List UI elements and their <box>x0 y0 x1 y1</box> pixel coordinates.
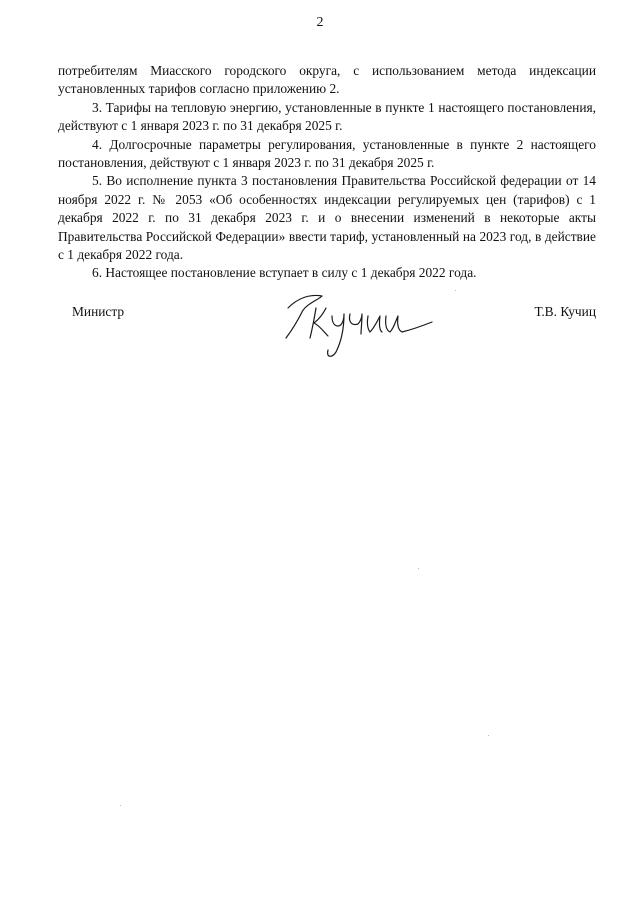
scan-speck <box>455 290 456 291</box>
page-number: 2 <box>316 15 324 30</box>
scan-speck <box>418 568 419 569</box>
signature-block <box>58 300 596 370</box>
paragraph-item-5: 5. Во исполнение пункта 3 постановления Правительства Российской федерации от 14 ноября 2022 г. № 2053 «Об особенностях индексации регулируемых цен (тарифов) с 1 декабря 2022 г. по 31 декабря 2023 г. и о внесении изменений в некоторые акты Правительства Российской Федерации» ввести тариф, установленный на 2023 год, в действие с 1 декабря 2022 года. <box>58 173 596 263</box>
scan-speck <box>488 735 489 736</box>
signatory-title: Министр <box>72 304 125 319</box>
handwritten-signature <box>276 286 436 364</box>
document-body <box>58 62 596 283</box>
signatory-name: Т.В. Кучиц <box>534 304 596 319</box>
paragraph-continuation: потребителям Миасского городского округа, с использованием метода индексации установленных тарифов согласно приложению 2. <box>58 63 596 97</box>
paragraph-item-6: 6. Настоящее постановление вступает в силу с 1 декабря 2022 года. <box>92 265 477 281</box>
paragraph-item-3: 3. Тарифы на тепловую энергию, установленные в пункте 1 настоящего постановления, действуют с 1 января 2023 г. по 31 декабря 2025 г. <box>58 99 596 134</box>
scan-speck <box>120 805 121 806</box>
paragraph-item-4: 4. Долгосрочные параметры регулирования, установленные в пункте 2 настоящего постановления, действуют с 1 января 2023 г. по 31 декабря 2025 г. <box>58 136 596 171</box>
